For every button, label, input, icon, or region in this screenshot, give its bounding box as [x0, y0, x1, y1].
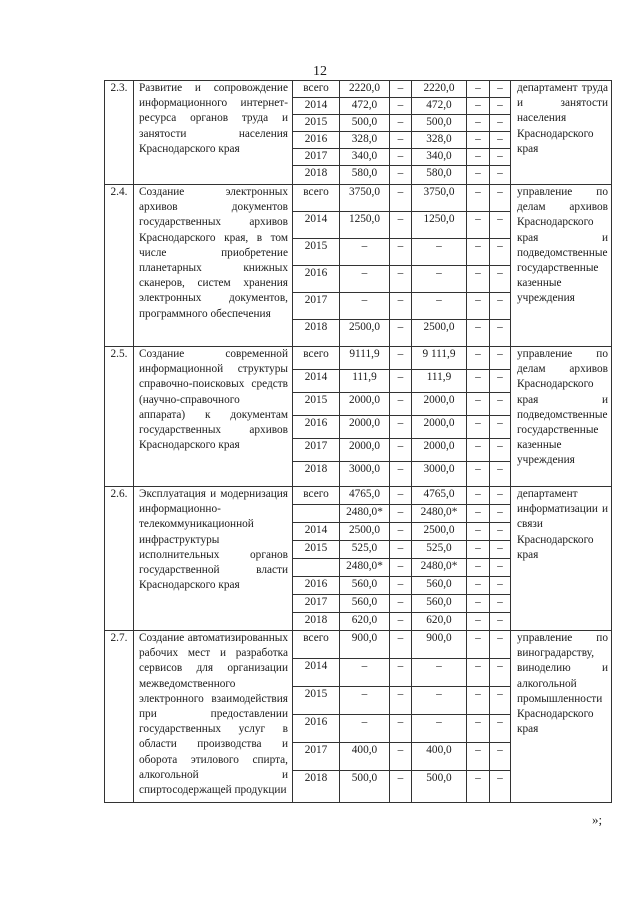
total-value: 560,0: [340, 595, 390, 613]
total-value: 3750,0: [340, 185, 390, 212]
local-value: –: [467, 439, 490, 462]
total-value: 111,9: [340, 370, 390, 393]
year-cell: 2017: [293, 743, 340, 771]
federal-value: –: [390, 505, 412, 523]
federal-value: –: [390, 487, 412, 505]
federal-value: –: [390, 293, 412, 320]
regional-value: 525,0: [412, 541, 467, 559]
local-value: –: [467, 166, 490, 185]
table-row: [105, 487, 612, 505]
local-value: –: [467, 370, 490, 393]
year-cell: 2018: [293, 166, 340, 185]
other-value: –: [490, 523, 511, 541]
total-value: –: [340, 715, 390, 743]
responsible-body: департамент труда и занятости населения Краснодарского края: [511, 81, 612, 185]
total-value: 900,0: [340, 631, 390, 659]
federal-value: –: [390, 771, 412, 803]
federal-value: –: [390, 320, 412, 347]
total-value: 1250,0: [340, 212, 390, 239]
federal-value: –: [390, 577, 412, 595]
regional-value: 340,0: [412, 149, 467, 166]
regional-value: 400,0: [412, 743, 467, 771]
federal-value: –: [390, 166, 412, 185]
regional-value: 2000,0: [412, 439, 467, 462]
table-row: [105, 185, 612, 212]
local-value: –: [467, 487, 490, 505]
regional-value: –: [412, 266, 467, 293]
total-value: 500,0: [340, 771, 390, 803]
federal-value: –: [390, 149, 412, 166]
regional-value: 9 111,9: [412, 347, 467, 370]
other-value: –: [490, 595, 511, 613]
other-value: –: [490, 212, 511, 239]
total-value: 3000,0: [340, 462, 390, 487]
other-value: –: [490, 132, 511, 149]
local-value: –: [467, 347, 490, 370]
other-value: –: [490, 559, 511, 577]
item-number: 2.6.: [105, 487, 134, 631]
local-value: –: [467, 293, 490, 320]
total-value: 9111,9: [340, 347, 390, 370]
regional-value: 500,0: [412, 115, 467, 132]
other-value: –: [490, 541, 511, 559]
other-value: –: [490, 487, 511, 505]
local-value: –: [467, 185, 490, 212]
regional-value: 2500,0: [412, 320, 467, 347]
year-cell: 2014: [293, 98, 340, 115]
regional-value: 620,0: [412, 613, 467, 631]
local-value: –: [467, 613, 490, 631]
total-value: –: [340, 687, 390, 715]
local-value: –: [467, 505, 490, 523]
other-value: –: [490, 347, 511, 370]
local-value: –: [467, 212, 490, 239]
total-value: 500,0: [340, 115, 390, 132]
regional-value: 1250,0: [412, 212, 467, 239]
total-value: 2000,0: [340, 439, 390, 462]
total-value: 580,0: [340, 166, 390, 185]
other-value: –: [490, 115, 511, 132]
item-number: 2.3.: [105, 81, 134, 185]
regional-value: 560,0: [412, 577, 467, 595]
regional-value: –: [412, 687, 467, 715]
local-value: –: [467, 541, 490, 559]
federal-value: –: [390, 393, 412, 416]
local-value: –: [467, 743, 490, 771]
regional-value: 580,0: [412, 166, 467, 185]
federal-value: –: [390, 185, 412, 212]
federal-value: –: [390, 687, 412, 715]
table-row: [105, 631, 612, 659]
federal-value: –: [390, 523, 412, 541]
federal-value: –: [390, 743, 412, 771]
year-cell: 2014: [293, 370, 340, 393]
federal-value: –: [390, 266, 412, 293]
federal-value: –: [390, 439, 412, 462]
local-value: –: [467, 559, 490, 577]
other-value: –: [490, 416, 511, 439]
federal-value: –: [390, 98, 412, 115]
other-value: –: [490, 771, 511, 803]
total-value: 2500,0: [340, 523, 390, 541]
local-value: –: [467, 416, 490, 439]
year-cell: 2017: [293, 149, 340, 166]
item-name: Развитие и сопровождение информационного интернет-ресурса органов труда и занятости населения Краснодарского края: [134, 81, 293, 185]
other-value: –: [490, 239, 511, 266]
local-value: –: [467, 659, 490, 687]
item-name: Создание автоматизированных рабочих мест и разработка сервисов для организации межведомственного электронного взаимодействия при предоставлении государственных услуг в области производства и оборота этилового спирта, алкогольной и спиртосодержащей продукции: [134, 631, 293, 803]
total-value: 2000,0: [340, 393, 390, 416]
total-value: 472,0: [340, 98, 390, 115]
year-cell: 2015: [293, 541, 340, 559]
other-value: –: [490, 185, 511, 212]
total-value: 525,0: [340, 541, 390, 559]
item-number: 2.5.: [105, 347, 134, 487]
regional-value: 500,0: [412, 771, 467, 803]
total-value: 2000,0: [340, 416, 390, 439]
total-value: 400,0: [340, 743, 390, 771]
federal-value: –: [390, 416, 412, 439]
local-value: –: [467, 687, 490, 715]
year-cell: всего: [293, 631, 340, 659]
local-value: –: [467, 266, 490, 293]
total-value: 2480,0*: [340, 505, 390, 523]
total-value: 340,0: [340, 149, 390, 166]
other-value: –: [490, 98, 511, 115]
regional-value: 328,0: [412, 132, 467, 149]
year-cell: 2016: [293, 132, 340, 149]
regional-value: 472,0: [412, 98, 467, 115]
federal-value: –: [390, 132, 412, 149]
regional-value: –: [412, 293, 467, 320]
table-row: [105, 347, 612, 370]
year-cell: 2018: [293, 771, 340, 803]
local-value: –: [467, 149, 490, 166]
other-value: –: [490, 320, 511, 347]
other-value: –: [490, 149, 511, 166]
local-value: –: [467, 462, 490, 487]
federal-value: –: [390, 212, 412, 239]
year-cell: всего: [293, 487, 340, 505]
year-cell: всего: [293, 347, 340, 370]
regional-value: 3000,0: [412, 462, 467, 487]
other-value: –: [490, 687, 511, 715]
table-row: [105, 81, 612, 98]
local-value: –: [467, 81, 490, 98]
regional-value: 2000,0: [412, 416, 467, 439]
other-value: –: [490, 81, 511, 98]
other-value: –: [490, 462, 511, 487]
other-value: –: [490, 659, 511, 687]
local-value: –: [467, 595, 490, 613]
total-value: 560,0: [340, 577, 390, 595]
regional-value: 111,9: [412, 370, 467, 393]
other-value: –: [490, 715, 511, 743]
federal-value: –: [390, 239, 412, 266]
other-value: –: [490, 370, 511, 393]
local-value: –: [467, 631, 490, 659]
year-cell: 2015: [293, 393, 340, 416]
regional-value: –: [412, 659, 467, 687]
closing-mark: »;: [592, 812, 603, 827]
page-number: 12: [313, 64, 327, 79]
federal-value: –: [390, 115, 412, 132]
year-cell: 2017: [293, 293, 340, 320]
regional-value: 2500,0: [412, 523, 467, 541]
year-cell: 2016: [293, 266, 340, 293]
other-value: –: [490, 393, 511, 416]
other-value: –: [490, 631, 511, 659]
federal-value: –: [390, 81, 412, 98]
other-value: –: [490, 743, 511, 771]
local-value: –: [467, 715, 490, 743]
local-value: –: [467, 132, 490, 149]
other-value: –: [490, 613, 511, 631]
regional-value: 900,0: [412, 631, 467, 659]
responsible-body: департамент информатизации и связи Краснодарского края: [511, 487, 612, 631]
program-table: [104, 80, 612, 803]
local-value: –: [467, 577, 490, 595]
local-value: –: [467, 771, 490, 803]
federal-value: –: [390, 631, 412, 659]
local-value: –: [467, 239, 490, 266]
regional-value: 4765,0: [412, 487, 467, 505]
year-cell: 2017: [293, 595, 340, 613]
total-value: 2220,0: [340, 81, 390, 98]
federal-value: –: [390, 595, 412, 613]
regional-value: –: [412, 715, 467, 743]
other-value: –: [490, 439, 511, 462]
total-value: –: [340, 239, 390, 266]
regional-value: 2480,0*: [412, 559, 467, 577]
year-cell: всего: [293, 185, 340, 212]
year-cell: 2018: [293, 320, 340, 347]
regional-value: 560,0: [412, 595, 467, 613]
regional-value: 2220,0: [412, 81, 467, 98]
federal-value: –: [390, 541, 412, 559]
year-cell: 2016: [293, 577, 340, 595]
local-value: –: [467, 320, 490, 347]
year-cell: 2016: [293, 416, 340, 439]
federal-value: –: [390, 659, 412, 687]
year-cell: 2014: [293, 212, 340, 239]
responsible-body: управление по делам архивов Краснодарского края и подведомственные государственные казенные учреждения: [511, 185, 612, 347]
responsible-body: управление по делам архивов Краснодарского края и подведомственные государственные казенные учреждения: [511, 347, 612, 487]
other-value: –: [490, 266, 511, 293]
local-value: –: [467, 523, 490, 541]
federal-value: –: [390, 715, 412, 743]
other-value: –: [490, 293, 511, 320]
year-cell: 2015: [293, 239, 340, 266]
year-cell: 2016: [293, 715, 340, 743]
item-name: Эксплуатация и модернизация информационно-телекоммуникационной инфраструктуры исполнительных органов государственной власти Краснодарского края: [134, 487, 293, 631]
regional-value: 3750,0: [412, 185, 467, 212]
item-number: 2.4.: [105, 185, 134, 347]
federal-value: –: [390, 613, 412, 631]
year-cell: 2017: [293, 439, 340, 462]
total-value: –: [340, 293, 390, 320]
federal-value: –: [390, 347, 412, 370]
year-cell: [293, 559, 340, 577]
item-number: 2.7.: [105, 631, 134, 803]
regional-value: 2480,0*: [412, 505, 467, 523]
year-cell: 2018: [293, 462, 340, 487]
item-name: Создание электронных архивов документов государственных архивов Краснодарского края, в том числе приобретение планетарных книжных сканеров, систем хранения электронных документов, программного обеспечения: [134, 185, 293, 347]
year-cell: 2015: [293, 687, 340, 715]
year-cell: всего: [293, 81, 340, 98]
local-value: –: [467, 98, 490, 115]
federal-value: –: [390, 559, 412, 577]
regional-value: –: [412, 239, 467, 266]
total-value: 620,0: [340, 613, 390, 631]
total-value: 328,0: [340, 132, 390, 149]
federal-value: –: [390, 370, 412, 393]
item-name: Создание современной информационной структуры справочно-поисковых средств (научно-справочного аппарата) к документам государственных архивов Краснодарского края: [134, 347, 293, 487]
responsible-body: управление по виноградарству, виноделию и алкогольной промышленности Краснодарского края: [511, 631, 612, 803]
local-value: –: [467, 393, 490, 416]
year-cell: 2018: [293, 613, 340, 631]
local-value: –: [467, 115, 490, 132]
federal-value: –: [390, 462, 412, 487]
year-cell: [293, 505, 340, 523]
total-value: –: [340, 659, 390, 687]
other-value: –: [490, 577, 511, 595]
total-value: –: [340, 266, 390, 293]
total-value: 4765,0: [340, 487, 390, 505]
year-cell: 2014: [293, 523, 340, 541]
other-value: –: [490, 505, 511, 523]
other-value: –: [490, 166, 511, 185]
total-value: 2480,0*: [340, 559, 390, 577]
year-cell: 2014: [293, 659, 340, 687]
regional-value: 2000,0: [412, 393, 467, 416]
year-cell: 2015: [293, 115, 340, 132]
total-value: 2500,0: [340, 320, 390, 347]
